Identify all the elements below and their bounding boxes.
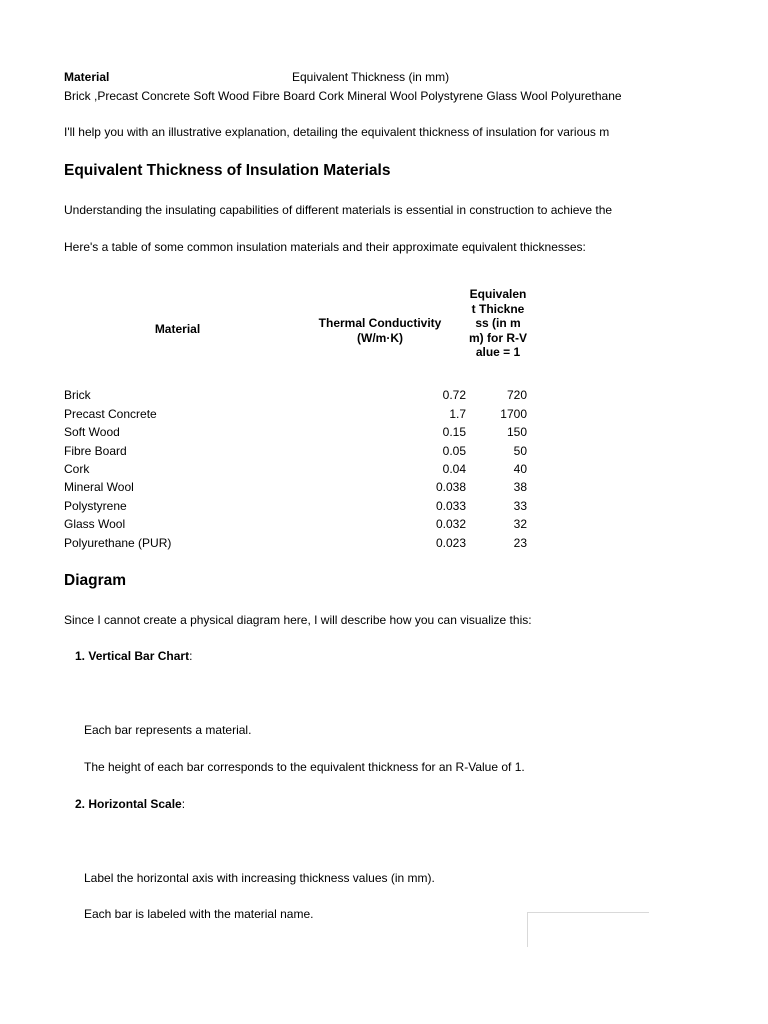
cell-conductivity: 0.15 [442,425,466,439]
bar-chart-point-1: Each bar represents a material. [84,723,252,737]
cell-thickness: 50 [513,444,527,458]
cell-material: Glass Wool [64,517,126,531]
table-row [64,442,534,460]
cell-thickness: 1700 [500,407,527,421]
cell-thickness: 32 [513,517,527,531]
cell-conductivity: 0.05 [442,444,466,458]
material-label: Material [64,70,110,84]
cell-conductivity: 0.72 [442,388,466,402]
cell-thickness: 720 [506,388,527,402]
paragraph-table-intro: Here's a table of some common insulation materials and their approximate equivalent thicknesses: [64,240,586,254]
cell-thickness: 23 [513,536,527,550]
cell-thickness: 40 [513,462,527,476]
scale-point-2: Each bar is labeled with the material name. [84,907,314,921]
table-row [64,460,534,478]
cell-material: Cork [64,462,90,476]
cell-thickness: 38 [513,480,527,494]
list-item-vertical-bar-chart [75,649,192,663]
cell-material: Precast Concrete [64,407,157,421]
cell-conductivity: 0.038 [435,480,466,494]
cell-material: Polyurethane (PUR) [64,536,172,550]
diagram-intro: Since I cannot create a physical diagram here, I will describe how you can visualize this: [64,613,532,627]
cell-material: Polystyrene [64,499,127,513]
cell-material: Mineral Wool [64,480,134,494]
cell-conductivity: 0.023 [435,536,466,550]
list-item-colon: : [189,649,193,663]
materials-run-text: Brick ,Precast Concrete Soft Wood Fibre Board Cork Mineral Wool Polystyrene Glass Wool Polyurethane [64,89,622,103]
list-item-number: 1. [75,649,86,663]
table-row [64,515,534,533]
thickness-label: Equivalent Thickness (in mm) [292,70,450,84]
cell-material: Brick [64,388,91,402]
table-row [64,386,534,404]
cell-conductivity: 0.04 [442,462,466,476]
table-header-material: Material [154,322,201,336]
table-row [64,478,534,496]
list-item-number: 2. [75,797,86,811]
cell-material: Fibre Board [64,444,127,458]
table-row [64,497,534,515]
diagram-title: Diagram [64,572,127,589]
list-item-colon: : [181,797,186,811]
cell-thickness: 33 [513,499,527,513]
list-item-label: Vertical Bar Chart [88,649,190,663]
bar-chart-point-2: The height of each bar corresponds to the equivalent thickness for an R-Value of 1. [84,760,525,774]
list-item-horizontal-scale [75,797,185,811]
cell-conductivity: 0.033 [435,499,466,513]
table-row [64,534,534,552]
cell-conductivity: 1.7 [449,407,466,421]
cell-material: Soft Wood [64,425,120,439]
section-title: Equivalent Thickness of Insulation Materials [64,162,391,179]
table-row [64,423,534,441]
empty-frame [527,912,649,947]
intro-text: I'll help you with an illustrative explanation, detailing the equivalent thickness of insulation for various m [64,125,610,139]
table-header-thickness: Equivalen t Thickness (in mm) for R-Value = 1 [469,287,527,359]
list-item-label: Horizontal Scale [88,797,182,811]
cell-conductivity: 0.032 [435,517,466,531]
table-row [64,405,534,423]
table-header-conductivity: Thermal Conductivity (W/m·K) [318,316,442,345]
paragraph-understanding: Understanding the insulating capabilities of different materials is essential in construction to achieve the [64,203,613,217]
scale-point-1: Label the horizontal axis with increasing thickness values (in mm). [84,871,435,885]
cell-thickness: 150 [506,425,527,439]
